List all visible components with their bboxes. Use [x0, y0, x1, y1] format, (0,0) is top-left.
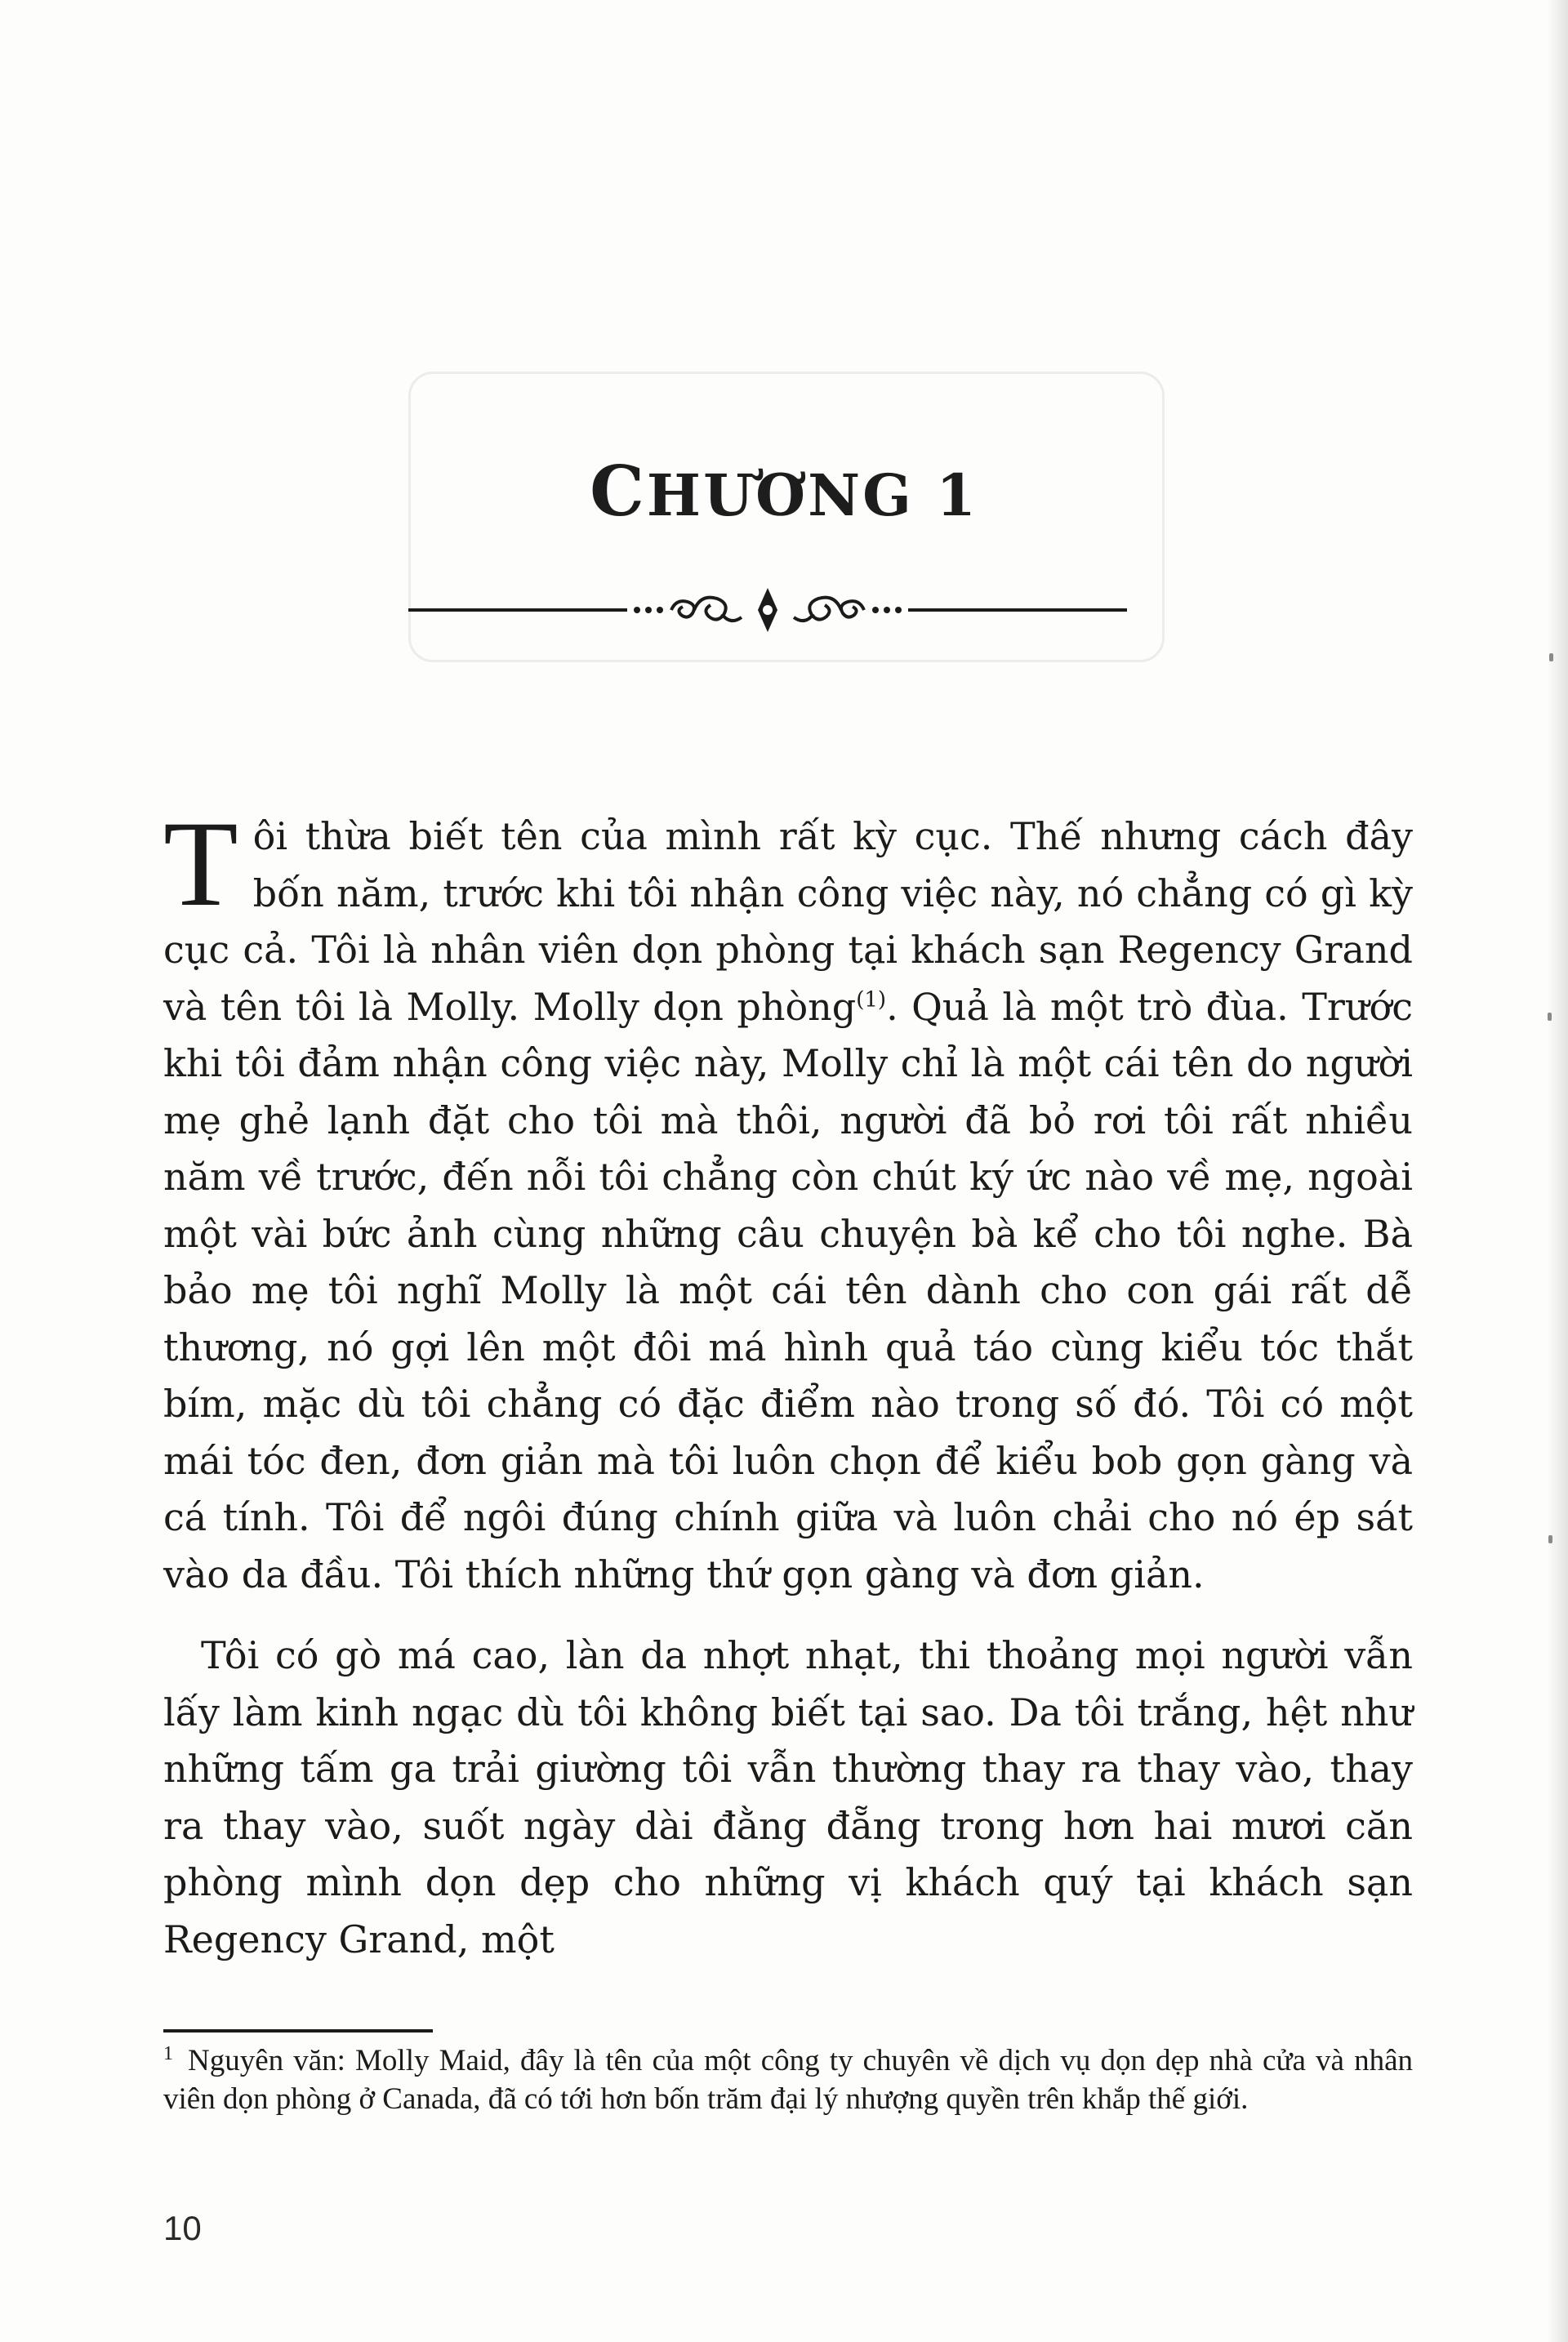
page-number: 10 [163, 2209, 202, 2247]
edge-mark [1548, 1535, 1552, 1543]
footnote-number: 1 [163, 2042, 173, 2064]
paragraph-2: Tôi có gò má cao, làn da nhợt nhạt, thi thoảng mọi người vẫn lấy làm kinh ngạc dù tôi không biết tại sao. Da tôi trắng, hệt như những tấm ga trải giường tôi vẫn thường thay ra thay vào, thay ra thay vào, suốt ngày dài đằng đẵng trong hơn hai mươi căn phòng mình dọn dẹp cho những vị khách quý tại khách sạn Regency Grand, một [163, 1633, 1413, 1961]
footnote-reference[interactable]: (1) [856, 987, 887, 1013]
page-edge-shadow [1547, 0, 1568, 2342]
drop-cap: T [163, 796, 238, 932]
chapter-title-rest: HƯƠNG 1 [646, 461, 978, 529]
chapter-title [0, 451, 1568, 532]
paragraph-1 [163, 796, 1413, 1603]
footnote [163, 2041, 1413, 2118]
edge-mark [1548, 1013, 1552, 1021]
paragraph-1-text-a: ôi thừa biết tên của mình rất kỳ cục. Thế nhưng cách đây bốn năm, trước khi tôi nhận công việc này, nó chẳng có gì kỳ cục cả. Tôi là nhân viên dọn phòng tại khách sạn Regency Grand và tên tôi là Molly. Molly dọn phòng [163, 814, 1413, 1029]
decorative-divider-icon [408, 572, 1127, 645]
paragraph-1-text-b: . Quả là một trò đùa. Trước khi tôi đảm nhận công việc này, Molly chỉ là một cái tên do người mẹ ghẻ lạnh đặt cho tôi mà thôi, người đã bỏ rơi tôi rất nhiều năm về trước, đến nỗi tôi chẳng còn chút ký ức nào về mẹ, ngoài một vài bức ảnh cùng những câu chuyện bà kể cho tôi nghe. Bà bảo mẹ tôi nghĩ Molly là một cái tên dành cho con gái rất dễ thương, nó gợi lên một đôi má hình quả táo cùng kiểu tóc thắt bím, mặc dù tôi chẳng có đặc điểm nào trong số đó. Tôi có một mái tóc đen, đơn giản mà tôi luôn chọn để kiểu bob gọn gàng và cá tính. Tôi để ngôi đúng chính giữa và luôn chải cho nó ép sát vào da đầu. Tôi thích những thứ gọn gàng và đơn giản. [163, 984, 1413, 1596]
chapter-body [163, 796, 1413, 1968]
footnote-text: Nguyên văn: Molly Maid, đây là tên của một công ty chuyên về dịch vụ dọn dẹp nhà cửa và nhân viên dọn phòng ở Canada, đã có tới hơn bốn trăm đại lý nhượng quyền trên khắp thế giới. [163, 2044, 1413, 2116]
chapter-title-initial: C [590, 450, 647, 532]
edge-mark [1549, 653, 1553, 661]
footnote-divider [163, 2029, 433, 2033]
